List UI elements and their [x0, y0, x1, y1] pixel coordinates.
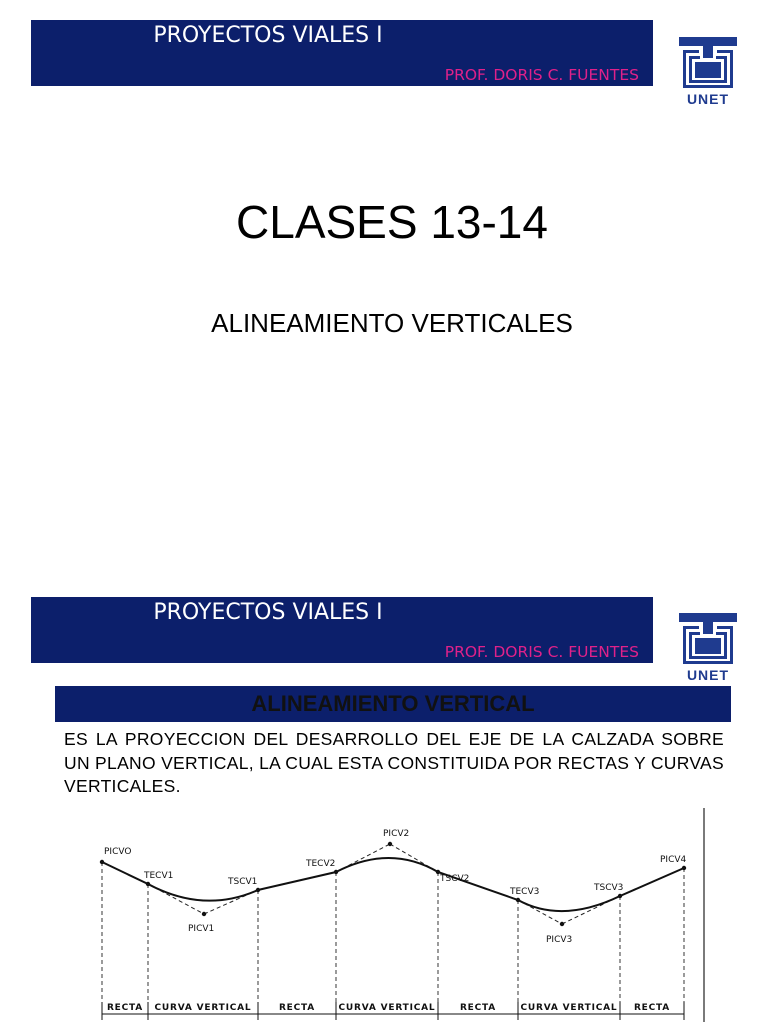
label-picv3: PICV3 — [546, 935, 573, 945]
label-tscv3: TSCV3 — [594, 883, 624, 893]
definition-text: ES LA PROYECCION DEL DESARROLLO DEL EJE DE LA CALZADA SOBRE UN PLANO VERTICAL, LA CUAL ESTA CONSTITUIDA POR RECTAS Y CURVAS VERTICALES. — [64, 729, 724, 796]
header-banner — [31, 597, 653, 663]
section-heading-bar — [55, 686, 731, 722]
label-picv2: PICV2 — [383, 829, 410, 839]
segment-label: CURVA VERTICAL — [520, 1003, 618, 1013]
label-picv4: PICV4 — [660, 855, 687, 865]
label-picv1: PICV1 — [188, 924, 215, 934]
instructor-name: PROF. DORIS C. FUENTES — [444, 66, 639, 84]
segment-label: RECTA — [633, 1003, 671, 1013]
label-picv0: PICVO — [104, 847, 132, 857]
segment-label: RECTA — [278, 1003, 316, 1013]
vertical-alignment-diagram — [80, 806, 720, 1024]
unet-logo — [677, 36, 739, 108]
course-title: PROYECTOS VIALES I — [153, 600, 383, 625]
label-tscv2: TSCV2 — [440, 874, 470, 884]
logo-text: UNET — [686, 91, 730, 107]
slide-subtitle: ALINEAMIENTO VERTICALES — [211, 308, 573, 338]
label-tecv1: TECV1 — [144, 871, 174, 881]
slide-2 — [0, 576, 768, 1024]
label-tecv3: TECV3 — [510, 887, 540, 897]
slide-title: CLASES 13-14 — [236, 196, 548, 248]
logo-text: UNET — [686, 667, 730, 683]
section-heading: ALINEAMIENTO VERTICAL — [251, 691, 535, 716]
segment-label: RECTA — [459, 1003, 497, 1013]
segment-label: CURVA VERTICAL — [338, 1003, 436, 1013]
label-tecv2: TECV2 — [306, 859, 336, 869]
label-tscv1: TSCV1 — [228, 877, 258, 887]
instructor-name: PROF. DORIS C. FUENTES — [444, 643, 639, 661]
unet-logo — [677, 612, 739, 684]
course-title: PROYECTOS VIALES I — [153, 23, 383, 48]
header-banner — [31, 20, 653, 86]
segment-label: CURVA VERTICAL — [154, 1003, 252, 1013]
segment-label: RECTA — [106, 1003, 144, 1013]
